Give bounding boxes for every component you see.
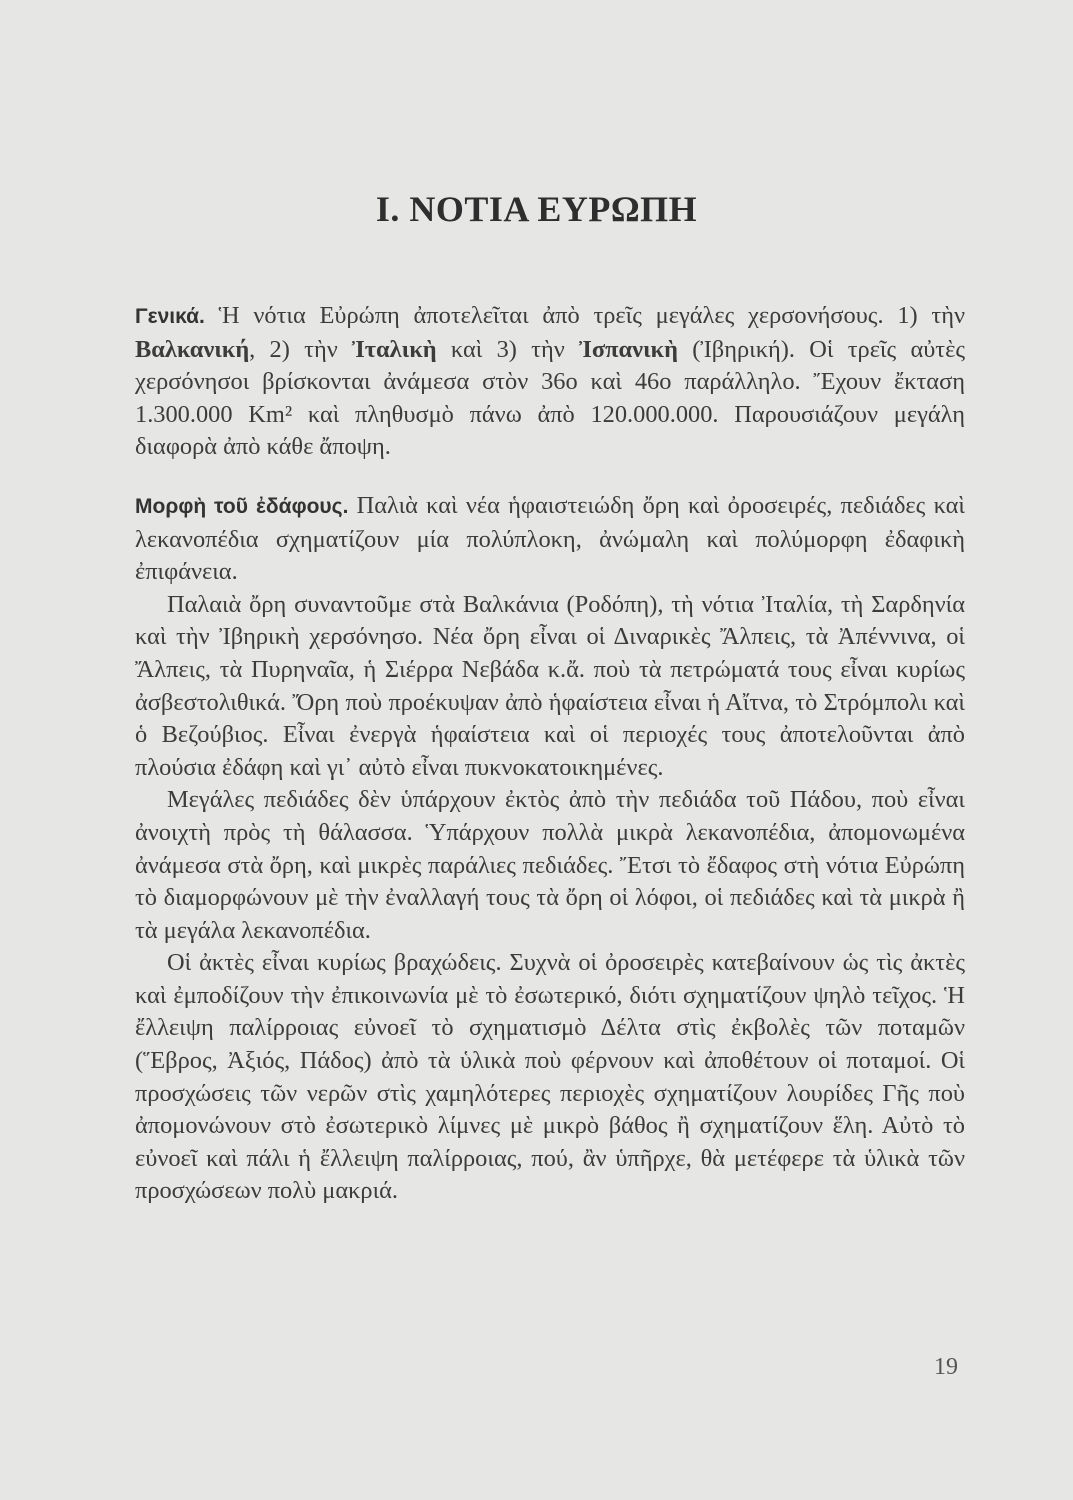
term-iberian: Ἰσπανικὴ	[579, 335, 678, 363]
term-balkan: Βαλκανική	[135, 335, 250, 363]
paragraph-mountains: Παλαιὰ ὄρη συναντοῦμε στὰ Βαλκάνια (Ροδόπη), τὴ νότια Ἰταλία, τὴ Σαρδηνία καὶ τὴν Ἰβηρικὴ χερσόνησο. Νέα ὄρη εἶναι οἱ Διναρικὲς Ἄλπεις, τὰ Ἀπέννινα, οἱ Ἄλπεις, τὰ Πυρηναῖα, ἡ Σιέρρα Νεβάδα κ.ἄ. ποὺ τὰ πετρώματά τους εἶναι κυρίως ἀσβεστολιθικά. Ὄρη ποὺ προέκυψαν ἀπὸ ἡφαίστεια εἶναι ἡ Αἴτνα, τὸ Στρόμπολι καὶ ὁ Βεζούβιος. Εἶναι ἐνεργὰ ἡφαίστεια καὶ οἱ περιοχές τους ἀποτελοῦνται ἀπὸ πλούσια ἐδάφη καὶ γι᾿ αὐτὸ εἶναι πυκνοκατοικημένες.	[135, 590, 965, 781]
chapter-title: I. ΝΟΤΙΑ ΕΥΡΩΠΗ	[375, 189, 698, 229]
general-text-3: καὶ 3) τὴν	[436, 335, 580, 363]
lead-general: Γενικά.	[135, 305, 205, 328]
body-text	[135, 300, 965, 1208]
paragraph-coasts: Οἱ ἀκτὲς εἶναι κυρίως βραχώδεις. Συχνὰ οἱ ὀροσειρὲς κατεβαίνουν ὡς τὶς ἀκτὲς καὶ ἐμποδίζουν τὴν ἐπικοινωνία μὲ τὸ ἐσωτερικό, διότι σχηματίζουν ψηλὸ τεῖχος. Ἡ ἔλλειψη παλίρροιας εὐνοεῖ τὸ σχηματισμὸ Δέλτα στὶς ἐκβολὲς τῶν ποταμῶν (Ἕβρος, Ἀξιός, Πάδος) ἀπὸ τὰ ὑλικὰ ποὺ φέρνουν καὶ ἀποθέτουν οἱ ποταμοί. Οἱ προσχώσεις τῶν νερῶν στὶς χαμηλότερες περιοχὲς σχηματίζουν λουρίδες Γῆς ποὺ ἀπομονώνουν στὸ ἐσωτερικὸ λίμνες μὲ μικρὸ βάθος ἢ σχηματίζουν ἕλη. Αὐτὸ τὸ εὐνοεῖ καὶ πάλι ἡ ἔλλειψη παλίρροιας, πού, ἂν ὑπῆρχε, θὰ μετέφερε τὰ ὑλικὰ τῶν προσχώσεων πολὺ μακριά.	[135, 949, 965, 1205]
general-text-2: , 2) τὴν	[249, 335, 353, 363]
lead-relief: Μορφὴ τοῦ ἐδάφους.	[135, 494, 349, 518]
relief-text: Παλιὰ καὶ νέα ἡφαιστειώδη ὄρη καὶ ὀροσειρές, πεδιάδες καὶ λεκανοπέδια σχηματίζουν μία πολύπλοκη, ἀνώμαλη καὶ πολύμορφη ἐδαφικὴ ἐπιφάνεια.	[135, 491, 965, 586]
general-text-1: Ἡ νότια Εὐρώπη ἀποτελεῖται ἀπὸ τρεῖς μεγάλες χερσονήσους. 1) τὴν	[204, 302, 965, 329]
term-italian: Ἰταλικὴ	[352, 335, 437, 363]
general-text-4: (Ἰβηρική). Οἱ τρεῖς αὐτὲς χερσόνησοι βρίσκονται ἀνάμεσα στὸν 36ο καὶ 46ο παράλληλο. Ἔχουν ἔκταση 1.300.000 Km² καὶ πληθυσμὸ πάνω ἀπὸ 120.000.000. Παρουσιάζουν μεγάλη διαφορὰ ἀπὸ κάθε ἄποψη.	[135, 335, 965, 461]
page-number: 19	[934, 1354, 958, 1380]
paragraph-general	[135, 300, 965, 464]
paragraph-relief	[135, 490, 965, 589]
paragraph-plains: Μεγάλες πεδιάδες δὲν ὑπάρχουν ἐκτὸς ἀπὸ τὴν πεδιάδα τοῦ Πάδου, ποὺ εἶναι ἀνοιχτὴ πρὸς τὴ θάλασσα. Ὑπάρχουν πολλὰ μικρὰ λεκανοπέδια, ἀπομονωμένα ἀνάμεσα στὰ ὄρη, καὶ μικρὲς παράλιες πεδιάδες. Ἔτσι τὸ ἔδαφος στὴ νότια Εὐρώπη τὸ διαμορφώνουν μὲ τὴν ἐναλλαγή τους τὰ ὄρη οἱ λόφοι, οἱ πεδιάδες καὶ τὰ μικρὰ ἢ τὰ μεγάλα λεκανοπέδια.	[135, 786, 965, 944]
